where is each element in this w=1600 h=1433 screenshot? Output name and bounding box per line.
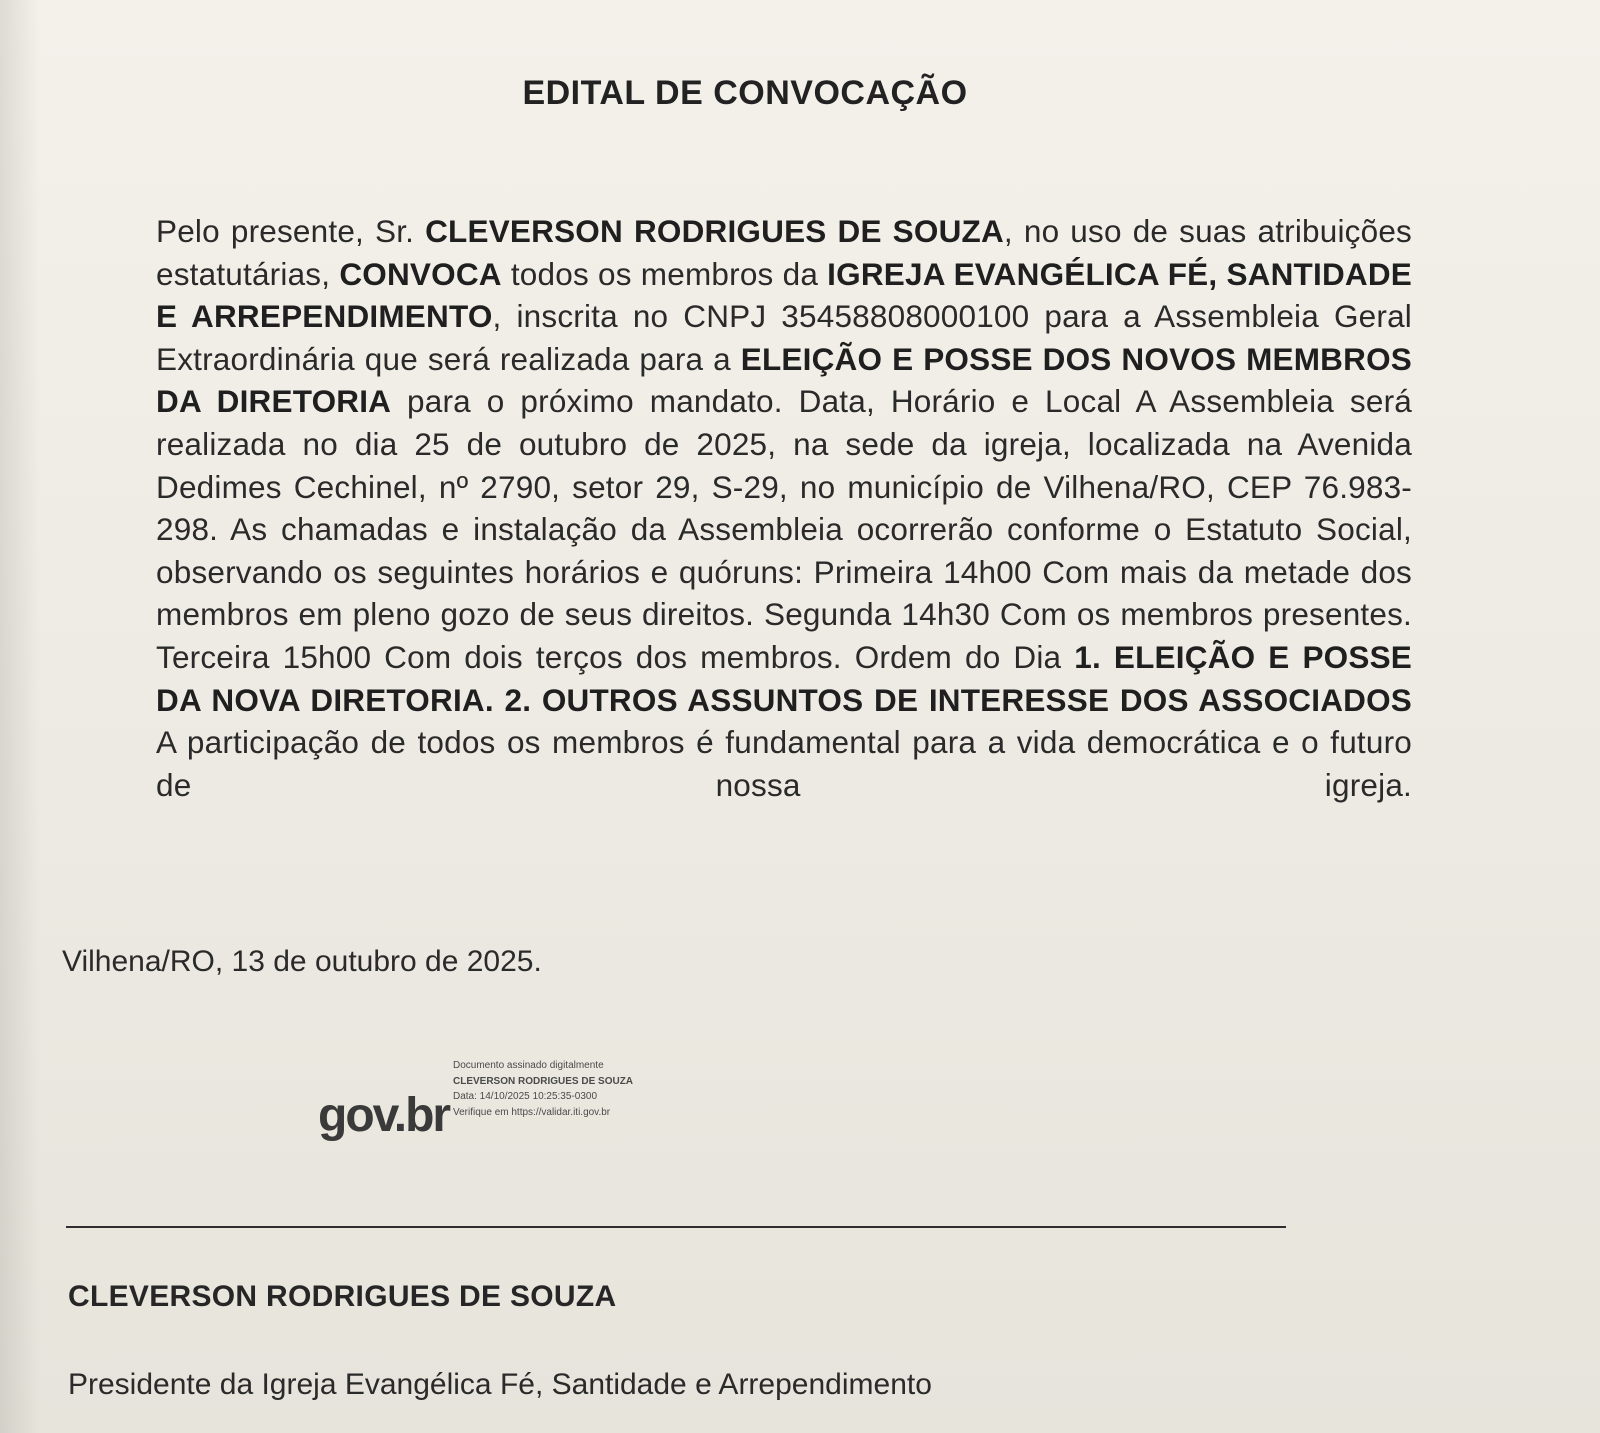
body-bold-segment: 1. ELEIÇÃO E POSSE DA NOVA DIRETORIA. 2. OUTROS ASSUNTOS DE INTERESSE DOS ASSOCIADOS [156,638,1412,718]
signer-role: Presidente da Igreja Evangélica Fé, Santidade e Arrependimento [68,1368,932,1401]
signer-name: CLEVERSON RODRIGUES DE SOUZA [68,1280,617,1313]
body-text-segment: , inscrita no CNPJ 35458808000100 para a Assembleia Geral Extraordinária que será realizada para a [156,298,1412,377]
body-text-segment: A participação de todos os membros é fundamental para a vida democrática e o futuro de nossa igreja. [156,724,1412,803]
govbr-logo: gov.br [318,1089,450,1142]
signature-verify-url: Verifique em https://validar.iti.gov.br [453,1106,611,1118]
body-text-segment: para o próximo mandato. Data, Horário e Local A Assembleia será realizada no dia 25 de outubro de 2025, na sede da igreja, localizada na Avenida Dedimes Cechinel, nº 2790, setor 29, S-29, no município de Vilhena/RO, CEP 76.983-298. As chamadas e instalação da Assembleia ocorrerão conforme o Estatuto Social, observando os seguintes horários e quóruns: Primeira 14h00 Com mais da metade dos membros em pleno gozo de seus direitos. Segunda 14h30 Com os membros presentes. Terceira 15h00 Com dois terços dos membros. Ordem do Dia [156,383,1412,675]
body-bold-segment: IGREJA EVANGÉLICA FÉ, SANTIDADE E ARREPENDIMENTO [156,255,1413,335]
signature-date: Data: 14/10/2025 10:25:35-0300 [453,1091,598,1102]
body-text-segment: Pelo presente, Sr. [156,213,426,249]
signature-line [66,1226,1286,1228]
body-bold-segment: ELEIÇÃO E POSSE DOS NOVOS MEMBROS DA DIRETORIA [156,340,1412,420]
document-body [156,210,1412,806]
body-bold-segment: CONVOCA [339,255,502,292]
digital-signature-stamp [318,1058,718,1158]
signature-caption: Documento assinado digitalmente [453,1060,604,1071]
body-text-segment: , no uso de suas atribuições estatutárias, [156,213,1413,292]
signature-signer: CLEVERSON RODRIGUES DE SOUZA [453,1075,634,1087]
place-and-date: Vilhena/RO, 13 de outubro de 2025. [62,945,542,978]
digital-signature-details [453,1058,633,1120]
body-bold-segment: CLEVERSON RODRIGUES DE SOUZA [425,213,1004,249]
body-text-segment: todos os membros da [501,255,828,292]
document-title: EDITAL DE CONVOCAÇÃO [522,74,968,112]
